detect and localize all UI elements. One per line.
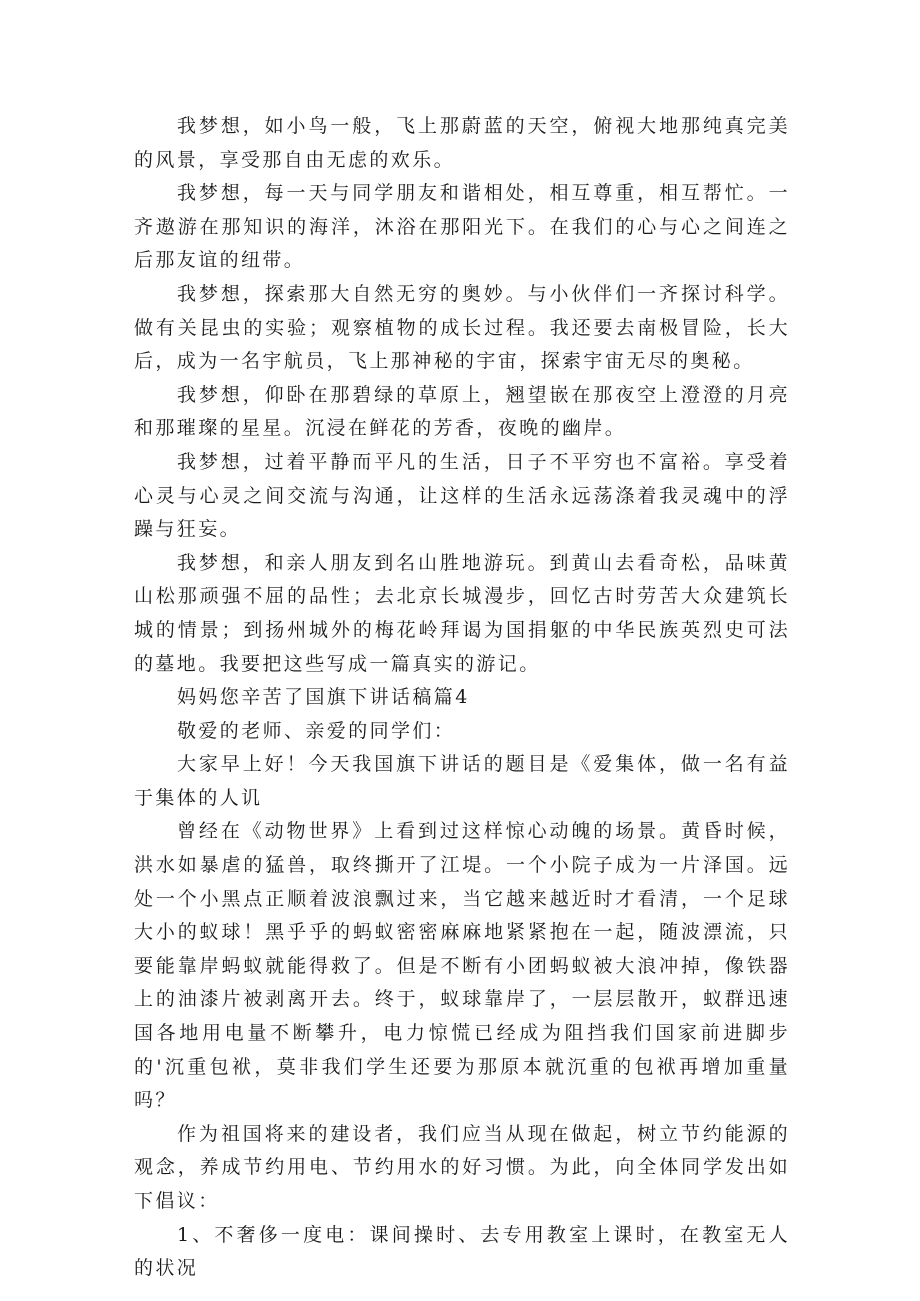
document-body [134, 110, 790, 1286]
paragraph-dream-friends: 我梦想，每一天与同学朋友和谐相处，相互尊重，相互帮忙。一齐遨游在那知识的海洋，沐浴在那阳光下。在我们的心与心之间连之后那友谊的纽带。 [134, 182, 790, 272]
paragraph-dream-nature: 我梦想，探索那大自然无穷的奥妙。与小伙伴们一齐探讨科学。做有关昆虫的实验；观察植物的成长过程。我还要去南极冒险，长大后，成为一名宇航员，飞上那神秘的宇宙，探索宇宙无尽的奥秘。 [134, 282, 790, 373]
section-heading: 妈妈您辛苦了国旗下讲话稿篇4 [177, 686, 470, 709]
paragraph-item-1: 1、不奢侈一度电：课间操时、去专用教室上课时，在教室无人的状况 [134, 1223, 790, 1280]
paragraph-dream-grassland: 我梦想，仰卧在那碧绿的草原上，翘望嵌在那夜空上澄澄的月亮和那璀璨的星星。沉浸在鲜花的芳香，夜晚的幽岸。 [134, 383, 790, 440]
salutation: 敬爱的老师、亲爱的同学们： [177, 719, 456, 742]
paragraph-dream-travel: 我梦想，和亲人朋友到名山胜地游玩。到黄山去看奇松，品味黄山松那顽强不屈的品性；去北京长城漫步，回忆古时劳苦大众建筑长城的情景；到扬州城外的梅花岭拜谒为国捐躯的中华民族英烈史可法的墓地。我要把这些写成一篇真实的游记。 [134, 551, 790, 675]
paragraph-ant-ball: 曾经在《动物世界》上看到过这样惊心动魄的场景。黄昏时候，洪水如暴虐的猛兽，取终撕开了江堤。一个小院子成为一片泽国。远处一个小黑点正顺着波浪飘过来，当它越来越近时才看清，一个足球大小的蚁球！黑乎乎的蚂蚁密密麻麻地紧紧抱在一起，随波漂流，只要能靠岸蚂蚁就能得救了。但是不断有小团蚂蚁被大浪冲掉，像铁器上的油漆片被剥离开去。终于，蚁球靠岸了，一层层散开，蚁群迅速国各地用电量不断攀升，电力惊慌已经成为阻挡我们国家前进脚步的'沉重包袱，莫非我们学生还要为那原本就沉重的包袱再增加重量吗？ [134, 820, 790, 1112]
paragraph-greeting: 大家早上好！今天我国旗下讲话的题目是《爱集体，做一名有益于集体的人讥 [134, 753, 790, 809]
paragraph-dream-bird: 我梦想，如小鸟一般，飞上那蔚蓝的天空，俯视大地那纯真完美的风景，享受那自由无虑的欢乐。 [134, 115, 790, 171]
paragraph-dream-simple-life: 我梦想，过着平静而平凡的生活，日子不平穷也不富裕。享受着心灵与心灵之间交流与沟通，让这样的生活永远荡涤着我灵魂中的浮躁与狂妄。 [134, 450, 790, 541]
paragraph-proposal: 作为祖国将来的建设者，我们应当从现在做起，树立节约能源的观念，养成节约用电、节约用水的好习惯。为此，向全体同学发出如下倡议： [134, 1122, 790, 1212]
